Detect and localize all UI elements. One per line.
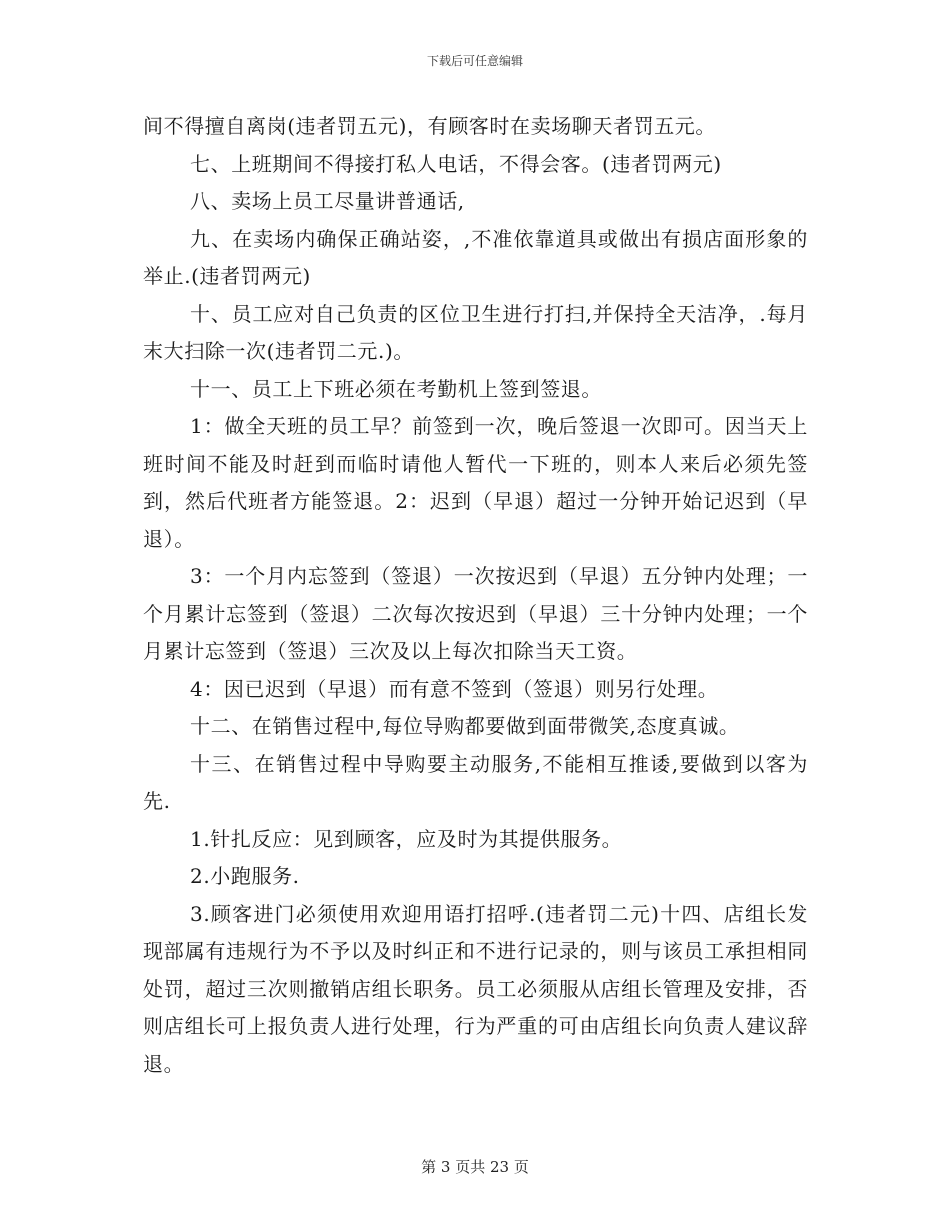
paragraph: 3：一个月内忘签到（签退）一次按迟到（早退）五分钟内处理；一个月累计忘签到（签退）二次每次按迟到（早退）三十分钟内处理；一个月累计忘签到（签退）三次及以上每次扣除当天工资。 [143,564,808,663]
paragraph: 4：因已迟到（早退）而有意不签到（签退）则另行处理。 [190,676,719,701]
paragraph: 间不得擅自离岗(违者罚五元)，有顾客时在卖场聊天者罚五元。 [143,114,717,138]
paragraph: 十三、在销售过程中导购要主动服务,不能相互推诿,要做到以客为先. [143,751,808,813]
paragraph: 1.针扎反应：见到顾客，应及时为其提供服务。 [190,826,623,851]
paragraph: 十二、在销售过程中,每位导购都要做到面带微笑,态度真诚。 [190,714,740,738]
page-number: 第 3 页共 23 页 [421,1158,529,1176]
paragraph: 八、卖场上员工尽量讲普通话, [190,189,465,213]
document-body [143,108,808,1083]
paragraph: 2.小跑服务. [190,864,300,888]
page-header: 下载后可任意编辑 [426,54,523,68]
paragraph: 七、上班期间不得接打私人电话，不得会客。(违者罚两元) [190,151,722,176]
paragraph: 十一、员工上下班必须在考勤机上签到签退。 [190,376,602,401]
paragraph: 十、员工应对自己负责的区位卫生进行打扫,并保持全天洁净，.每月末大扫除一次(违者罚二元.)。 [143,301,808,363]
paragraph: 3.顾客进门必须使用欢迎用语打招呼.(违者罚二元)十四、店组长发现部属有违规行为不予以及时纠正和不进行记录的，则与该员工承担相同处罚，超过三次则撤销店组长职务。员工必须服从店组长管理及安排，否则店组长可上报负责人进行处理，行为严重的可由店组长向负责人建议辞退。 [143,901,808,1076]
paragraph: 1：做全天班的员工早？前签到一次，晚后签退一次即可。因当天上班时间不能及时赶到而临时请他人暂代一下班的，则本人来后必须先签到，然后代班者方能签退。2：迟到（早退）超过一分钟开始记迟到（早退）。 [143,414,808,551]
paragraph: 九、在卖场内确保正确站姿，,不准依靠道具或做出有损店面形象的举止.(违者罚两元) [143,226,808,288]
